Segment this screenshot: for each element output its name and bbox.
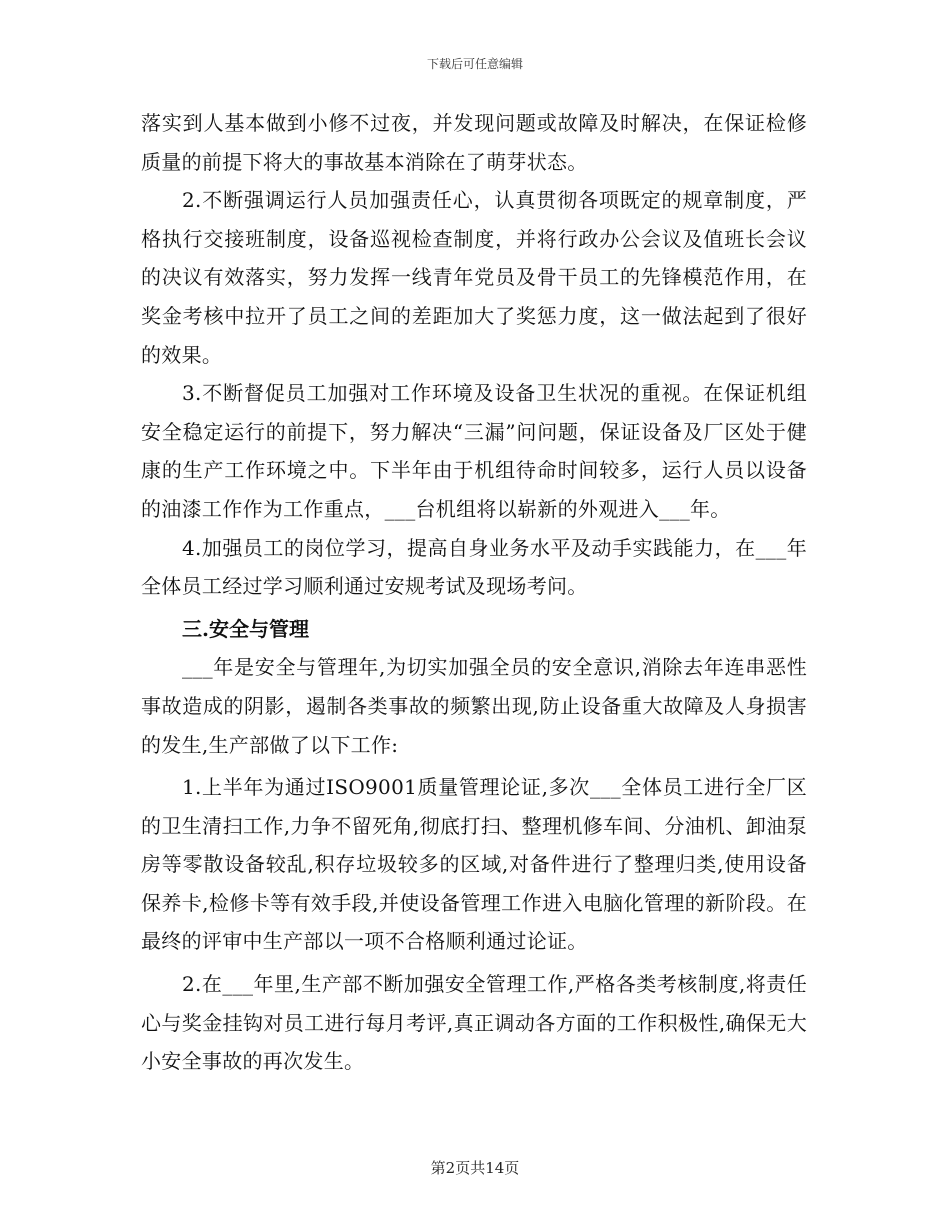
paragraph-item-2: 2.不断强调运行人员加强责任心，认真贯彻各项既定的规章制度，严格执行交接班制度，设备巡视检查制度，并将行政办公会议及值班长会议的决议有效落实，努力发挥一线青年党员及骨干员工的先锋模范作用，在奖金考核中拉开了员工之间的差距加大了奖惩力度，这一做法起到了很好的效果。: [141, 188, 807, 367]
section-item-1: 1.上半年为通过ISO9001质量管理论证,多次___全体员工进行全厂区的卫生清扫工作,力争不留死角,彻底打扫、整理机修车间、分油机、卸油泵房等零散设备较乱,积存垃圾较多的区域,对备件进行了整理归类,使用设备保养卡,检修卡等有效手段,并使设备管理工作进入电脑化管理的新阶段。在最终的评审中生产部以一项不合格顺利通过论证。: [141, 775, 807, 954]
document-body: [141, 104, 807, 1081]
page-number: 第2页共14页: [430, 1159, 520, 1177]
section-intro-paragraph: ___年是安全与管理年,为切实加强全员的安全意识,消除去年连串恶性事故造成的阴影，遏制各类事故的频繁出现,防止设备重大故障及人身损害的发生,生产部做了以下工作:: [141, 655, 807, 757]
section-heading: 三.安全与管理: [182, 616, 309, 641]
header-note: 下载后可任意编辑: [426, 57, 523, 71]
paragraph-continuation: 落实到人基本做到小修不过夜，并发现问题或故障及时解决，在保证检修质量的前提下将大的事故基本消除在了萌芽状态。: [141, 111, 807, 174]
paragraph-item-3: 3.不断督促员工加强对工作环境及设备卫生状况的重视。在保证机组安全稳定运行的前提下，努力解决“三漏”问问题，保证设备及厂区处于健康的生产工作环境之中。下半年由于机组待命时间较多，运行人员以设备的油漆工作作为工作重点，___台机组将以崭新的外观进入___年。: [141, 381, 807, 521]
section-item-2: 2.在___年里,生产部不断加强安全管理工作,严格各类考核制度,将责任心与奖金挂钩对员工进行每月考评,真正调动各方面的工作积极性,确保无大小安全事故的再次发生。: [141, 972, 807, 1074]
paragraph-item-4: 4.加强员工的岗位学习，提高自身业务水平及动手实践能力，在___年全体员工经过学习顺利通过安规考试及现场考问。: [141, 535, 807, 599]
